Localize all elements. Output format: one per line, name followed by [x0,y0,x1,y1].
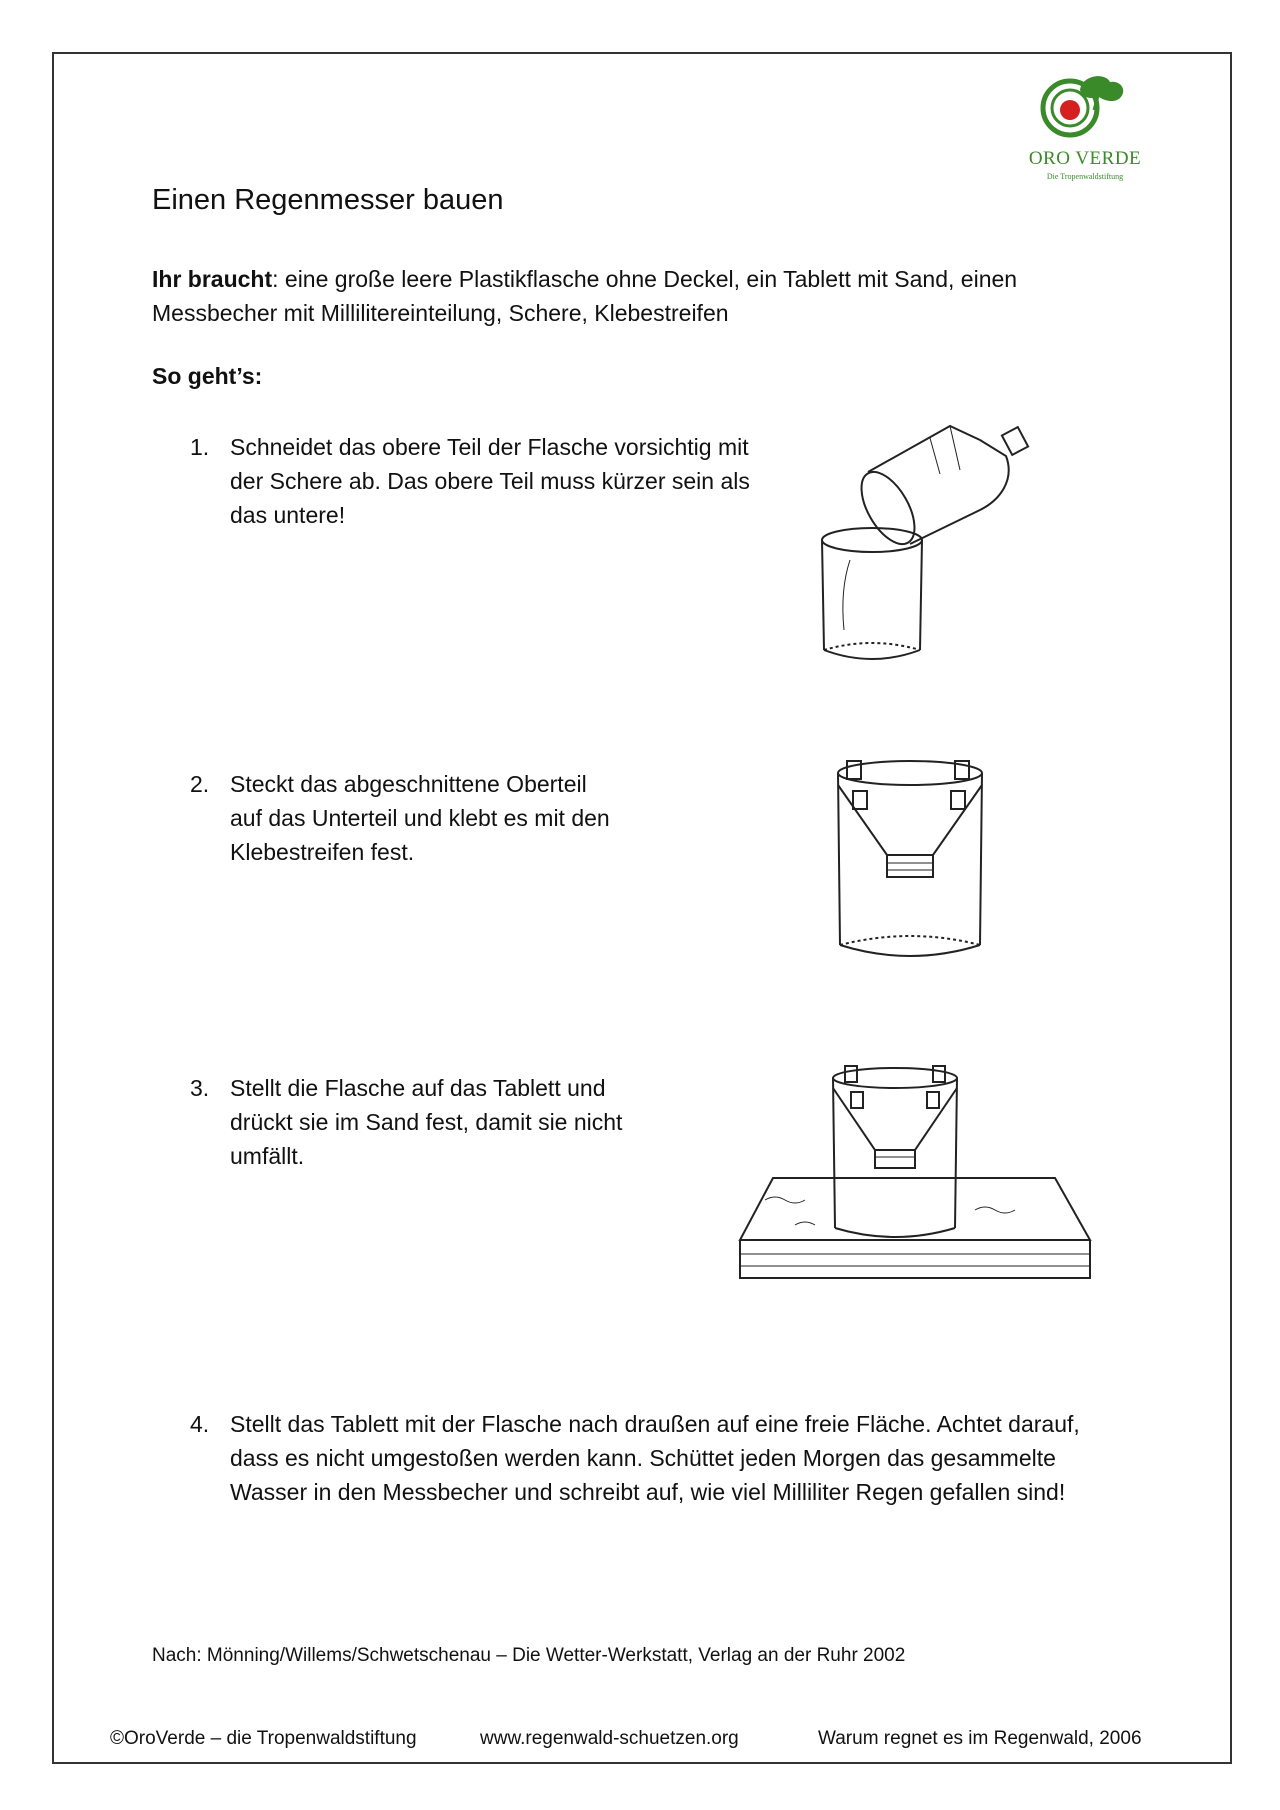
materials-label: Ihr braucht [152,266,273,292]
howto-heading: So geht’s: [152,363,263,389]
materials-paragraph [152,262,1112,330]
step-2 [190,767,610,869]
step-text: Steckt das abgeschnittene Oberteil auf das Unterteil und klebt es mit den Klebestreifen fest. [230,771,610,865]
footer-copyright: ©OroVerde – die Tropenwaldstiftung [110,1728,417,1749]
cut-bottle-illustration [810,410,1060,670]
source-citation: Nach: Mönning/Willems/Schwetschenau – Die Wetter-Werkstatt, Verlag an der Ruhr 2002 [152,1645,906,1666]
logo-tagline: Die Tropenwaldstiftung [1046,172,1124,181]
step-number: 3. [190,1075,210,1101]
page-title: Einen Regenmesser bauen [152,184,504,216]
bottle-in-sand-tray-illustration [735,1060,1095,1305]
assembled-rain-gauge-illustration [825,755,995,975]
materials-text: : eine große leere Plastikflasche ohne Deckel, ein Tablett mit Sand, einen Messbecher mit Millilitereinteilung, Schere, Klebestreifen [152,266,1018,326]
step-text: Schneidet das obere Teil der Flasche vorsichtig mit der Schere ab. Das obere Teil muss kürzer sein als das untere! [230,434,750,528]
step-3 [190,1071,670,1173]
step-4 [190,1407,1110,1509]
step-number: 1. [190,434,210,460]
step-number: 4. [190,1411,210,1437]
step-text: Stellt das Tablett mit der Flasche nach draußen auf eine freie Fläche. Achtet darauf, dass es nicht umgestoßen werden kann. Schüttet jeden Morgen das gesammelte Wasser in den Messbecher und schreibt auf, wie viel Milliliter Regen gefallen sind! [230,1411,1080,1505]
step-number: 2. [190,771,210,797]
logo-name: ORO VERDE [1028,148,1142,169]
step-text: Stellt die Flasche auf das Tablett und drückt sie im Sand fest, damit sie nicht umfällt. [230,1075,623,1169]
footer-publication: Warum regnet es im Regenwald, 2006 [818,1728,1142,1749]
step-1 [190,430,770,532]
footer-website[interactable]: www.regenwald-schuetzen.org [480,1728,739,1749]
